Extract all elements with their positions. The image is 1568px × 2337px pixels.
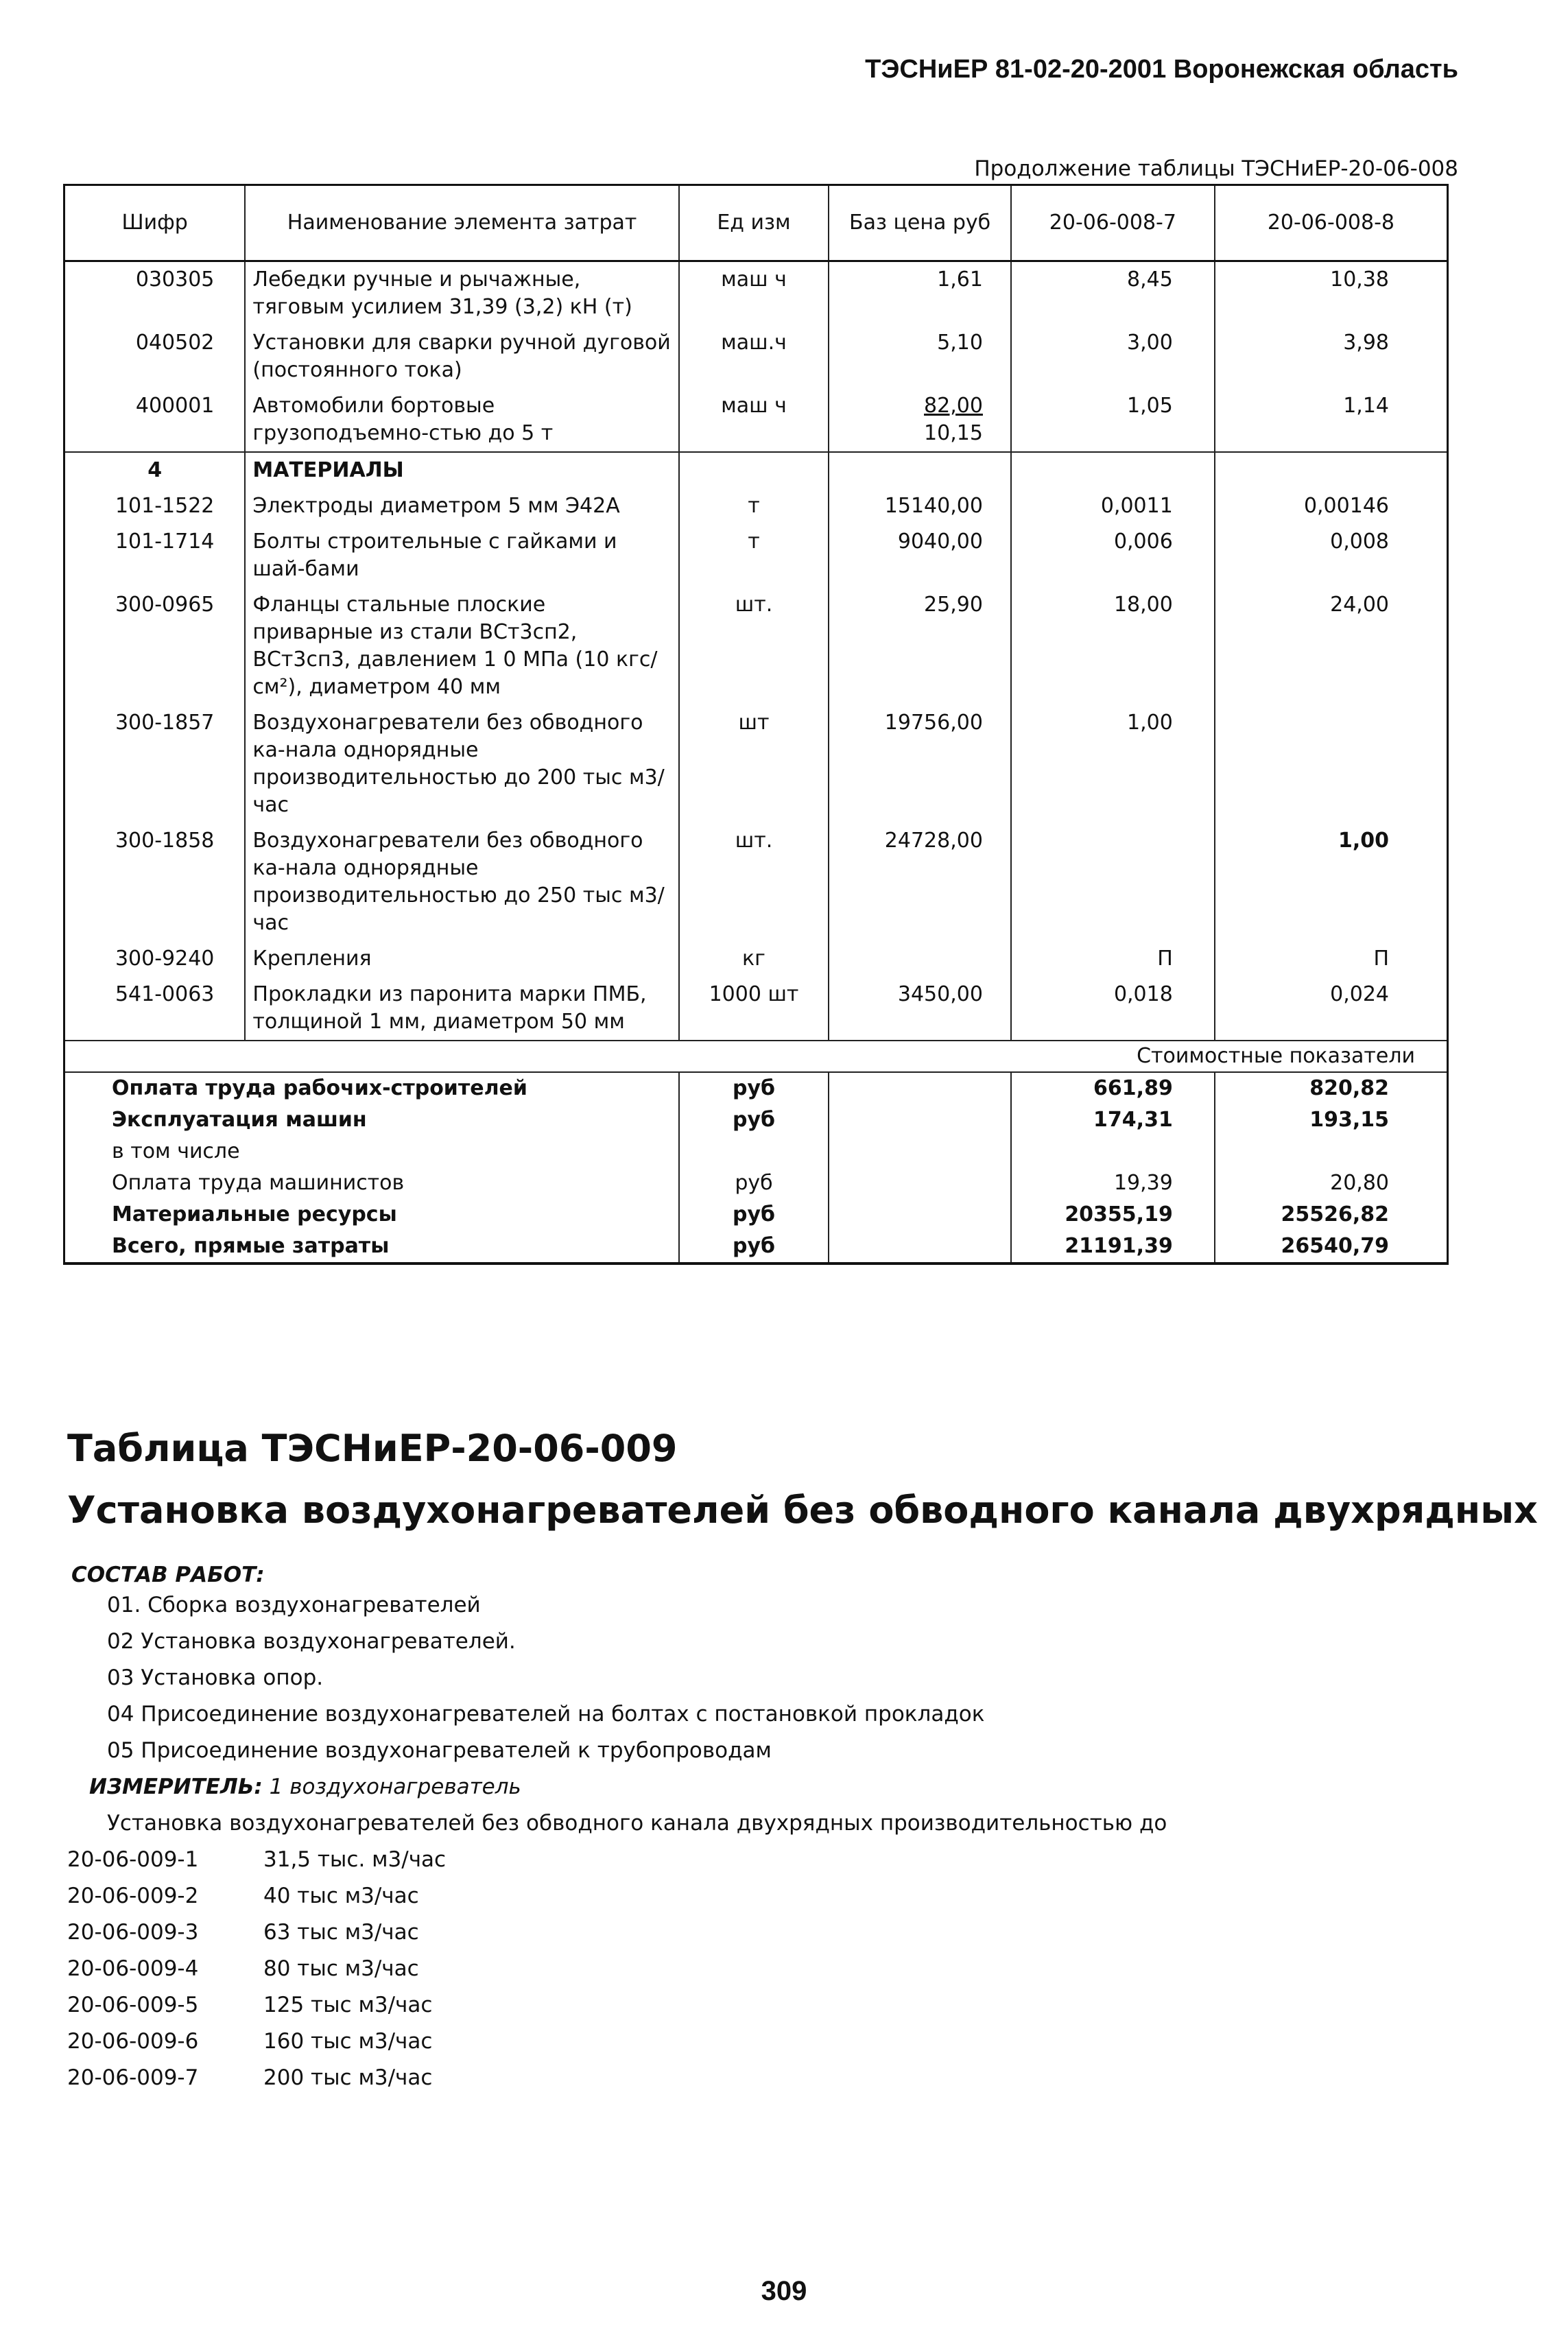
section-title: МАТЕРИАЛЫ bbox=[245, 452, 678, 488]
col-header-norm-8: 20-06-008-8 bbox=[1215, 185, 1448, 261]
summary-row bbox=[64, 1231, 1448, 1264]
table-continuation-caption: Продолжение таблицы ТЭСНиЕР-20-06-008 bbox=[974, 156, 1458, 181]
row-name: Электроды диаметром 5 мм Э42А bbox=[245, 488, 678, 524]
section-subtitle: Установка воздухонагревателей без обводного канала двухрядных bbox=[67, 1488, 1538, 1532]
row-code: 040502 bbox=[64, 325, 246, 388]
table-row bbox=[64, 941, 1448, 977]
work-item: 04 Присоединение воздухонагревателей на болтах с постановкой прокладок bbox=[107, 1702, 985, 1727]
summary-norm-8: 26540,79 bbox=[1215, 1231, 1448, 1264]
item-code: 20-06-009-4 bbox=[67, 1956, 199, 1981]
summary-norm-7 bbox=[1011, 1136, 1215, 1167]
table-header-row bbox=[64, 185, 1448, 261]
summary-norm-7: 661,89 bbox=[1011, 1072, 1215, 1104]
row-norm-7: 0,006 bbox=[1011, 524, 1215, 587]
cost-indicators-label: Стоимостные показатели bbox=[1011, 1041, 1448, 1072]
row-unit: маш.ч bbox=[679, 325, 829, 388]
summary-name: Всего, прямые затраты bbox=[64, 1231, 679, 1264]
row-code: 101-1714 bbox=[64, 524, 246, 587]
row-norm-7: П bbox=[1011, 941, 1215, 977]
table-row bbox=[64, 325, 1448, 388]
row-price: 9040,00 bbox=[829, 524, 1011, 587]
item-code: 20-06-009-3 bbox=[67, 1920, 199, 1945]
row-unit: шт. bbox=[679, 823, 829, 941]
summary-unit: руб bbox=[679, 1231, 829, 1264]
item-value: 200 тыс м3/час bbox=[263, 2065, 433, 2090]
row-code: 300-1858 bbox=[64, 823, 246, 941]
measure-label: ИЗМЕРИТЕЛЬ: bbox=[89, 1775, 263, 1799]
row-norm-8: 0,00146 bbox=[1215, 488, 1448, 524]
col-header-norm-7: 20-06-008-7 bbox=[1011, 185, 1215, 261]
summary-row bbox=[64, 1136, 1448, 1167]
summary-name: в том числе bbox=[64, 1136, 679, 1167]
row-norm-7: 1,05 bbox=[1011, 388, 1215, 452]
item-code: 20-06-009-1 bbox=[67, 1847, 199, 1872]
row-unit: маш ч bbox=[679, 388, 829, 452]
summary-unit: руб bbox=[679, 1072, 829, 1104]
row-code: 300-0965 bbox=[64, 587, 246, 705]
summary-unit: руб bbox=[679, 1199, 829, 1231]
row-unit: шт. bbox=[679, 587, 829, 705]
row-name: Лебедки ручные и рычажные, тяговым усилием 31,39 (3,2) кН (т) bbox=[245, 261, 678, 326]
item-value: 125 тыс м3/час bbox=[263, 1993, 433, 2017]
row-norm-7: 0,0011 bbox=[1011, 488, 1215, 524]
row-unit: 1000 шт bbox=[679, 977, 829, 1041]
materials-section-row bbox=[64, 452, 1448, 488]
norms-table bbox=[63, 184, 1449, 1265]
row-unit: кг bbox=[679, 941, 829, 977]
summary-norm-7: 19,39 bbox=[1011, 1167, 1215, 1199]
row-code: 400001 bbox=[64, 388, 246, 452]
row-name: Установки для сварки ручной дуговой (постоянного тока) bbox=[245, 325, 678, 388]
row-price bbox=[829, 941, 1011, 977]
summary-name: Эксплуатация машин bbox=[64, 1104, 679, 1136]
summary-norm-8 bbox=[1215, 1136, 1448, 1167]
measure-line bbox=[89, 1775, 521, 1799]
page-number: 309 bbox=[761, 2276, 807, 2306]
summary-norm-7: 174,31 bbox=[1011, 1104, 1215, 1136]
row-norm-8: 1,00 bbox=[1215, 823, 1448, 941]
row-name: Крепления bbox=[245, 941, 678, 977]
summary-norm-8: 193,15 bbox=[1215, 1104, 1448, 1136]
item-code: 20-06-009-5 bbox=[67, 1993, 199, 2017]
table-row bbox=[64, 977, 1448, 1041]
cost-indicators-row bbox=[64, 1041, 1448, 1072]
row-norm-8: 0,008 bbox=[1215, 524, 1448, 587]
table-row bbox=[64, 488, 1448, 524]
table-row bbox=[64, 261, 1448, 326]
section-title: Таблица ТЭСНиЕР-20-06-009 bbox=[67, 1427, 678, 1470]
summary-name: Материальные ресурсы bbox=[64, 1199, 679, 1231]
row-unit: т bbox=[679, 488, 829, 524]
row-name: Фланцы стальные плоские приварные из стали ВСт3сп2, ВСт3сп3, давлением 1 0 МПа (10 кгс/см²), диаметром 40 мм bbox=[245, 587, 678, 705]
row-price: 24728,00 bbox=[829, 823, 1011, 941]
row-unit: шт bbox=[679, 705, 829, 823]
section-code: 4 bbox=[64, 452, 246, 488]
summary-norm-8: 25526,82 bbox=[1215, 1199, 1448, 1231]
row-price-secondary: 10,15 bbox=[924, 421, 983, 445]
row-code: 541-0063 bbox=[64, 977, 246, 1041]
item-code: 20-06-009-2 bbox=[67, 1884, 199, 1908]
col-header-name: Наименование элемента затрат bbox=[245, 185, 678, 261]
row-norm-7: 18,00 bbox=[1011, 587, 1215, 705]
item-value: 31,5 тыс. м3/час bbox=[263, 1847, 447, 1872]
document-header: ТЭСНиЕР 81-02-20-2001 Воронежская область bbox=[865, 55, 1458, 84]
measure-value: 1 воздухонагреватель bbox=[269, 1775, 521, 1799]
item-code: 20-06-009-6 bbox=[67, 2029, 199, 2054]
row-name: Прокладки из паронита марки ПМБ, толщиной 1 мм, диаметром 50 мм bbox=[245, 977, 678, 1041]
row-unit: т bbox=[679, 524, 829, 587]
row-price: 25,90 bbox=[829, 587, 1011, 705]
table-row bbox=[64, 587, 1448, 705]
row-name: Автомобили бортовые грузоподъемно-стью до 5 т bbox=[245, 388, 678, 452]
row-price: 82,00 bbox=[924, 394, 983, 418]
row-norm-7: 0,018 bbox=[1011, 977, 1215, 1041]
work-item: 01. Сборка воздухонагревателей bbox=[107, 1593, 481, 1617]
summary-row bbox=[64, 1167, 1448, 1199]
summary-name: Оплата труда машинистов bbox=[64, 1167, 679, 1199]
row-norm-7: 3,00 bbox=[1011, 325, 1215, 388]
summary-row bbox=[64, 1104, 1448, 1136]
row-norm-8: 24,00 bbox=[1215, 587, 1448, 705]
row-code: 030305 bbox=[64, 261, 246, 326]
item-value: 40 тыс м3/час bbox=[263, 1884, 419, 1908]
table-row bbox=[64, 524, 1448, 587]
table-row bbox=[64, 705, 1448, 823]
col-header-price: Баз цена руб bbox=[829, 185, 1011, 261]
table-row bbox=[64, 823, 1448, 941]
row-name: Болты строительные с гайками и шай-бами bbox=[245, 524, 678, 587]
row-price-cell bbox=[829, 388, 1011, 452]
work-item: 05 Присоединение воздухонагревателей к трубопроводам bbox=[107, 1738, 772, 1763]
work-item: 03 Установка опор. bbox=[107, 1665, 324, 1690]
col-header-code: Шифр bbox=[64, 185, 246, 261]
col-header-unit: Ед изм bbox=[679, 185, 829, 261]
summary-row bbox=[64, 1072, 1448, 1104]
summary-name: Оплата труда рабочих-строителей bbox=[64, 1072, 679, 1104]
row-norm-8: П bbox=[1215, 941, 1448, 977]
row-code: 300-9240 bbox=[64, 941, 246, 977]
summary-norm-8: 820,82 bbox=[1215, 1072, 1448, 1104]
item-code: 20-06-009-7 bbox=[67, 2065, 199, 2090]
row-price: 1,61 bbox=[829, 261, 1011, 326]
item-value: 63 тыс м3/час bbox=[263, 1920, 419, 1945]
row-price: 15140,00 bbox=[829, 488, 1011, 524]
row-price: 5,10 bbox=[829, 325, 1011, 388]
summary-norm-7: 21191,39 bbox=[1011, 1231, 1215, 1264]
works-label: СОСТАВ РАБОТ: bbox=[71, 1563, 265, 1587]
summary-norm-8: 20,80 bbox=[1215, 1167, 1448, 1199]
row-code: 300-1857 bbox=[64, 705, 246, 823]
row-name: Воздухонагреватели без обводного ка-нала однорядные производительностью до 200 тыс м3/час bbox=[245, 705, 678, 823]
row-unit: маш ч bbox=[679, 261, 829, 326]
row-name: Воздухонагреватели без обводного ка-нала однорядные производительностью до 250 тыс м3/час bbox=[245, 823, 678, 941]
row-norm-8: 1,14 bbox=[1215, 388, 1448, 452]
row-norm-7: 8,45 bbox=[1011, 261, 1215, 326]
row-norm-8: 3,98 bbox=[1215, 325, 1448, 388]
row-price: 19756,00 bbox=[829, 705, 1011, 823]
row-price: 3450,00 bbox=[829, 977, 1011, 1041]
row-norm-8: 10,38 bbox=[1215, 261, 1448, 326]
summary-unit bbox=[679, 1136, 829, 1167]
item-value: 80 тыс м3/час bbox=[263, 1956, 419, 1981]
summary-norm-7: 20355,19 bbox=[1011, 1199, 1215, 1231]
summary-unit: руб bbox=[679, 1104, 829, 1136]
table-row bbox=[64, 388, 1448, 452]
row-norm-7 bbox=[1011, 823, 1215, 941]
row-norm-7: 1,00 bbox=[1011, 705, 1215, 823]
row-code: 101-1522 bbox=[64, 488, 246, 524]
work-item: 02 Установка воздухонагревателей. bbox=[107, 1629, 516, 1654]
item-value: 160 тыс м3/час bbox=[263, 2029, 433, 2054]
row-norm-8: 0,024 bbox=[1215, 977, 1448, 1041]
summary-row bbox=[64, 1199, 1448, 1231]
summary-unit: руб bbox=[679, 1167, 829, 1199]
row-norm-8 bbox=[1215, 705, 1448, 823]
items-intro: Установка воздухонагревателей без обводного канала двухрядных производительностью до bbox=[107, 1811, 1167, 1836]
